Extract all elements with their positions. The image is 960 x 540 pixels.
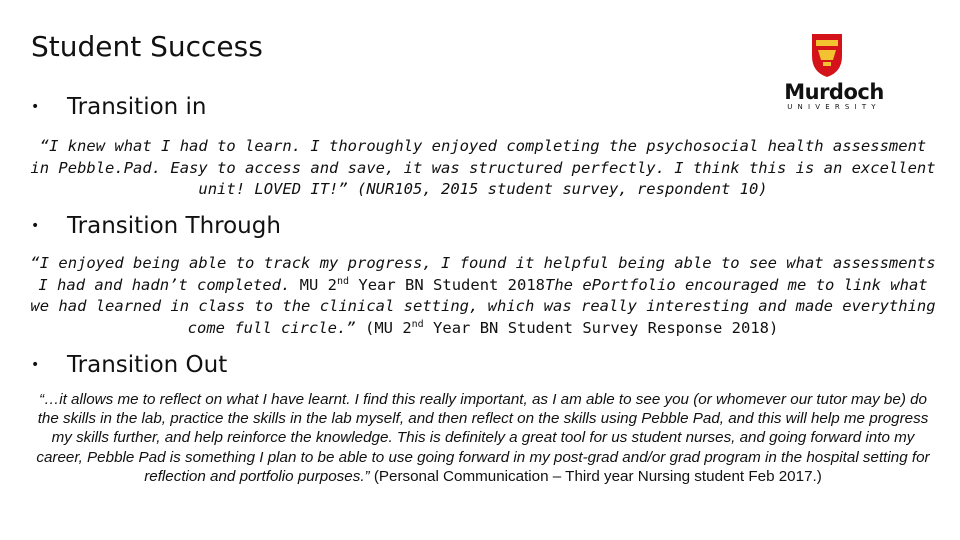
quote-attribution: Year BN Student Survey Response 2018) — [423, 318, 779, 337]
bullet-heading: Transition Through — [67, 213, 281, 239]
bullet-dot: • — [31, 99, 40, 115]
ordinal-suffix: nd — [411, 318, 424, 330]
logo-subtitle: UNIVERSITY — [787, 103, 881, 111]
page-title: Student Success — [31, 30, 263, 63]
logo-wordmark: Murdoch — [784, 80, 884, 104]
quote-text: “…it allows me to reflect on what I have learnt. I find this really important, as I am able to see you (or whomever our tutor may be) do the skills in the lab, practice the skills in the lab myself, and then reflect on the skills using Pebble Pad, and this will help me progress my skills further, and help reinforce the knowledge. This is definitely a great tool for us student nurses, and going forward into my career, Pebble Pad is something I plan to be able to use going forward in my post-grad and/or grad program in the hospital setting for reflection and portfolio purposes.” — [36, 391, 930, 485]
quote-attribution: Year BN Student 2018 — [349, 275, 546, 294]
bullet-dot: • — [31, 357, 40, 373]
quote-attribution: (MU 2 — [355, 318, 412, 337]
quote-text: The ePortfolio encouraged me to link what we had learned in class to the clinical setting, which was really interesting and made everything come full circle.” — [30, 275, 936, 337]
shield-crest-icon — [770, 32, 898, 78]
murdoch-university-logo — [770, 32, 898, 112]
quote-attribution: MU 2 — [299, 275, 337, 294]
bullet-heading: Transition in — [67, 94, 207, 120]
quote-attribution: (Personal Communication – Third year Nursing student Feb 2017.) — [369, 467, 822, 485]
ordinal-suffix: nd — [337, 275, 350, 287]
quote-transition-in: “I knew what I had to learn. I thoroughly enjoyed completing the psychosocial health assessment in Pebble.Pad. Easy to access and save, it was structured perfectly. I think this is an excellent unit! LOVED IT!” (NUR105, 2015 student survey, respondent 10) — [30, 137, 936, 198]
quote-transition-through — [28, 253, 938, 339]
quote-transition-out — [28, 390, 938, 486]
quote-text: “I enjoyed being able to track my progress, I found it helpful being able to see what assessments I had and hadn’t completed. — [30, 254, 936, 294]
bullet-dot: • — [31, 218, 40, 234]
bullet-heading: Transition Out — [67, 352, 228, 378]
